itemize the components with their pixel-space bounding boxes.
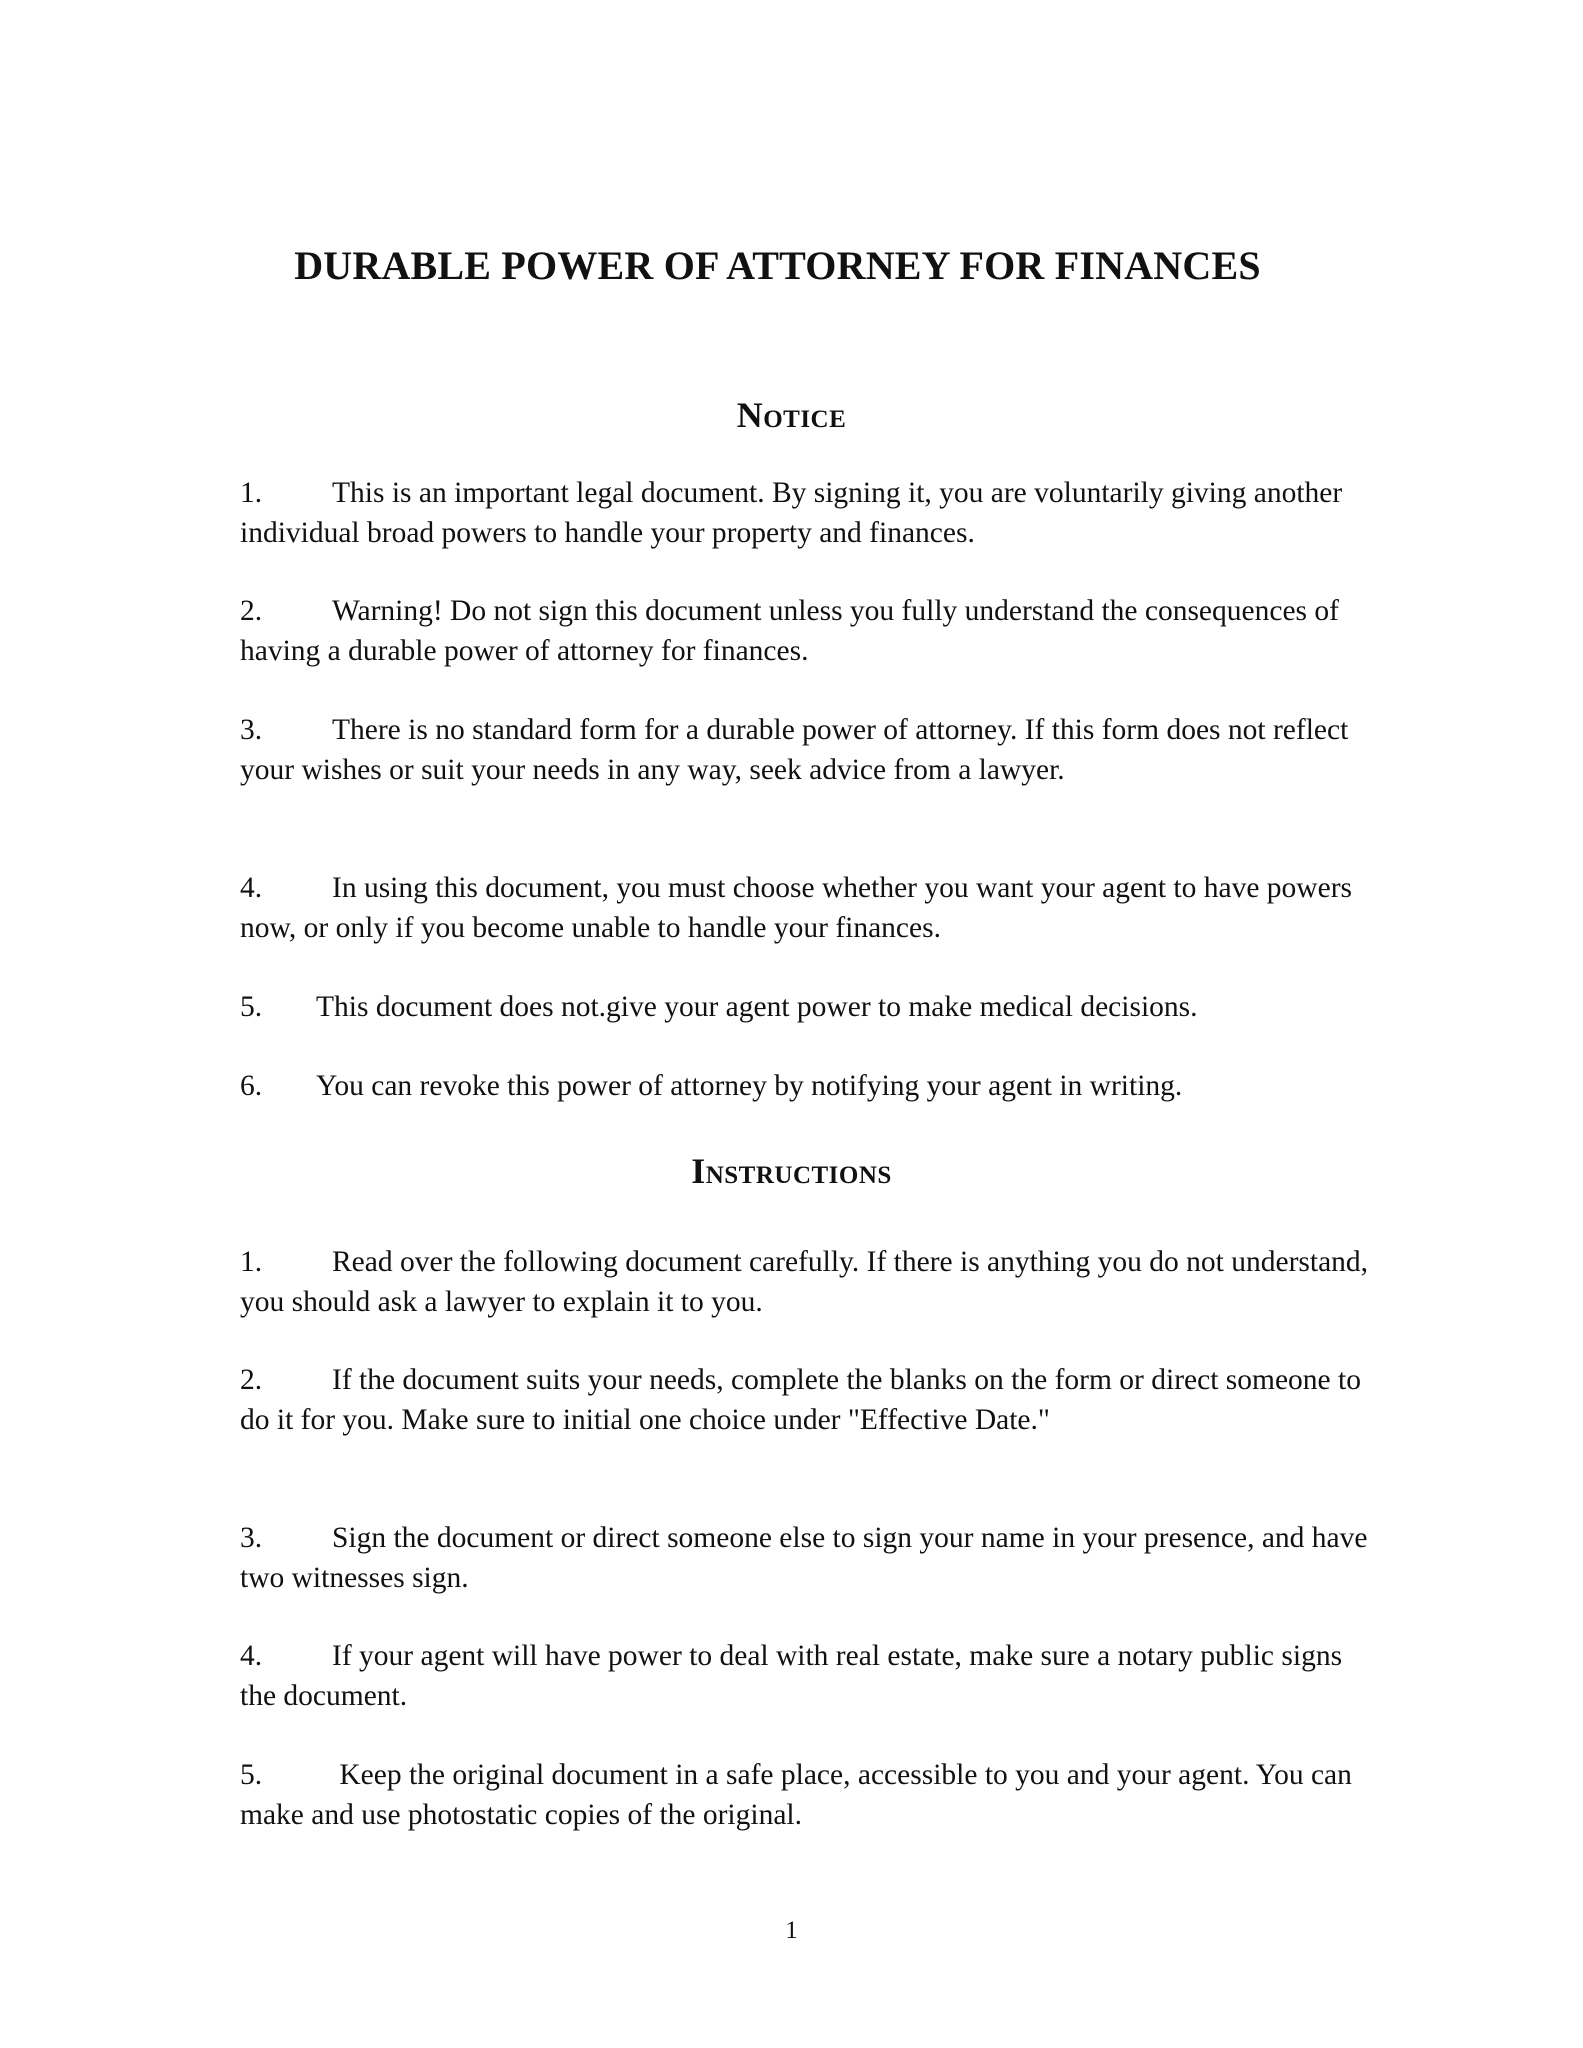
page-title: DURABLE POWER OF ATTORNEY FOR FINANCES	[294, 243, 1261, 288]
instructions-item-number: 4.	[240, 1640, 263, 1672]
notice-item-text: In using this document, you must choose whether you want your agent to have powers now, or only if you become unable to handle your finances.	[240, 872, 1353, 944]
instructions-item-number: 2.	[240, 1364, 263, 1396]
notice-item-text: This document does not.give your agent power to make medical decisions.	[316, 991, 1198, 1023]
page-number: 1	[785, 1917, 798, 1944]
notice-item-text: You can revoke this power of attorney by notifying your agent in writing.	[316, 1070, 1183, 1102]
notice-item-number: 5.	[240, 991, 263, 1023]
notice-item-text: This is an important legal document. By signing it, you are voluntarily giving another individual broad powers to handle your property and finances.	[240, 477, 1343, 549]
notice-item-5	[240, 988, 1370, 1028]
instructions-item-2	[240, 1361, 1370, 1440]
instructions-item-text: Keep the original document in a safe place, accessible to you and your agent. You can make and use photostatic copies of the original.	[240, 1759, 1352, 1831]
instructions-item-number: 3.	[240, 1522, 263, 1554]
notice-heading: Notice	[736, 395, 847, 435]
instructions-item-text: Read over the following document carefully. If there is anything you do not understand, you should ask a lawyer to explain it to you.	[240, 1246, 1369, 1318]
notice-item-text: There is no standard form for a durable power of attorney. If this form does not reflect your wishes or suit your needs in any way, seek advice from a lawyer.	[240, 714, 1349, 786]
notice-item-number: 3.	[240, 714, 263, 746]
instructions-item-5	[240, 1756, 1370, 1835]
notice-item-number: 6.	[240, 1070, 263, 1102]
notice-item-number: 2.	[240, 595, 263, 627]
notice-item-1	[240, 474, 1370, 553]
notice-item-number: 1.	[240, 477, 263, 509]
instructions-item-4	[240, 1637, 1370, 1716]
instructions-item-text: If your agent will have power to deal with real estate, make sure a notary public signs the document.	[240, 1640, 1343, 1712]
instructions-item-3	[240, 1519, 1370, 1598]
instructions-item-number: 5.	[240, 1759, 263, 1791]
instructions-item-1	[240, 1243, 1370, 1322]
instructions-item-number: 1.	[240, 1246, 263, 1278]
notice-item-2	[240, 592, 1370, 671]
notice-item-3	[240, 711, 1370, 790]
instructions-heading: Instructions	[691, 1151, 892, 1191]
notice-item-6	[240, 1067, 1370, 1107]
instructions-item-text: Sign the document or direct someone else to sign your name in your presence, and have two witnesses sign.	[240, 1522, 1368, 1594]
notice-item-4	[240, 869, 1370, 948]
instructions-item-text: If the document suits your needs, complete the blanks on the form or direct someone to do it for you. Make sure to initial one choice under "Effective Date."	[240, 1364, 1361, 1436]
notice-item-text: Warning! Do not sign this document unless you fully understand the consequences of having a durable power of attorney for finances.	[240, 595, 1339, 667]
notice-item-number: 4.	[240, 872, 263, 904]
